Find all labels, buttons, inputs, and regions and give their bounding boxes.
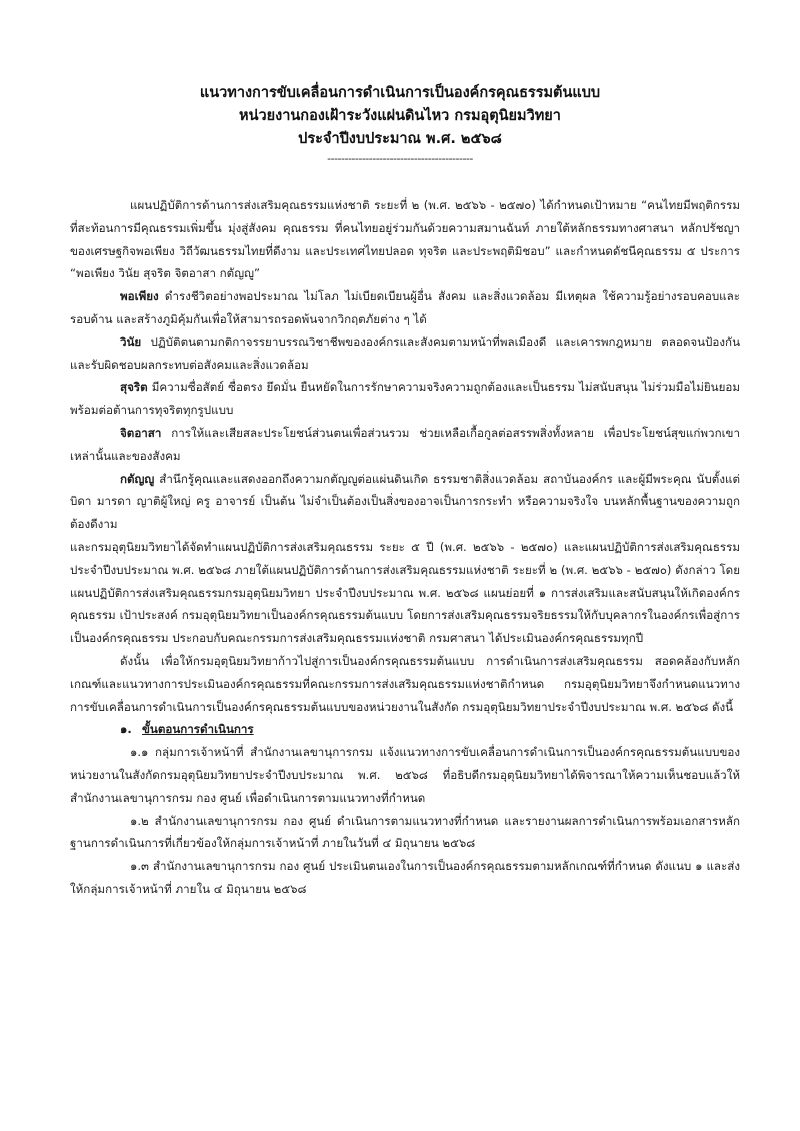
- document-body: [70, 194, 740, 901]
- title-divider: ------------------------------------------: [327, 152, 473, 165]
- virtue-paragraph: [70, 422, 740, 468]
- title-line-3: ประจำปีงบประมาณ พ.ศ. ๒๕๖๘: [298, 131, 502, 147]
- virtue-term: พอเพียง: [120, 289, 159, 304]
- virtue-description: มีความซื่อสัตย์ ซื่อตรง ยึดมั่น ยืนหยัดในการรักษาความจริงความถูกต้องและเป็นธรรม ไม่สนับสนุน ไม่ร่วมมือไม่ยินยอมพร้อมต่อต้านการทุจริตทุกรูปแบบ: [70, 380, 740, 418]
- section-heading: [70, 718, 740, 741]
- title-line-2: หน่วยงานกองเฝ้าระวังแผ่นดินไหว กรมอุตุนิยมวิทยา: [239, 108, 561, 124]
- virtue-description: ดำรงชีวิตอย่างพอประมาณ ไม่โลภ ไม่เบียดเบียนผู้อื่น สังคม และสิ่งแวดล้อม มีเหตุผล ใช้ความรู้อย่างรอบคอบและรอบด้าน และสร้างภูมิคุ้มกันเพื่อให้สามารถรอดพ้นจากวิกฤตภัยต่าง ๆ ได้: [70, 289, 740, 326]
- virtue-term: จิตอาสา: [120, 425, 162, 440]
- virtue-description: การให้และเสียสละประโยชน์ส่วนตนเพื่อส่วนรวม ช่วยเหลือเกื้อกูลต่อสรรพสิ่งทั้งหลาย เพื่อประโยชน์สุขแก่พวกเขาเหล่านั้นและของสังคม: [70, 425, 740, 463]
- document-header: [0, 82, 800, 167]
- section-number: ๑.: [120, 722, 132, 737]
- virtue-term: สุจริต: [120, 380, 148, 395]
- virtue-description: ปฏิบัติตนตามกติกาจรรยาบรรณวิชาชีพขององค์กรและสังคมตามหน้าที่พลเมืองดี และเคารพกฎหมาย ตลอดจนป้องกัน และรับผิดชอบผลกระทบต่อสังคมและสิ่งแวดล้อม: [70, 334, 740, 372]
- step-item: ๑.๒ สำนักงานเลขานุการกรม กอง ศูนย์ ดำเนินการตามแนวทางที่กำหนด และรายงานผลการดำเนินการพร้อมเอกสารหลักฐานการดำเนินการที่เกี่ยวข้องให้กลุ่มการเจ้าหน้าที่ ภายในวันที่ ๔ มิถุนายน ๒๕๖๘: [70, 813, 740, 851]
- title-line-1: แนวทางการขับเคลื่อนการดำเนินการเป็นองค์กรคุณธรรมต้นแบบ: [199, 85, 601, 101]
- virtue-paragraph: [70, 376, 740, 422]
- department-plan-paragraph: และกรมอุตุนิยมวิทยาได้จัดทำแผนปฏิบัติการส่งเสริมคุณธรรม ระยะ ๕ ปี (พ.ศ. ๒๕๖๖ - ๒๕๗๐) และแผนปฏิบัติการส่งเสริมคุณธรรม ประจำปีงบประมาณ พ.ศ. ๒๕๖๘ ภายใต้แผนปฏิบัติการด้านการส่งเสริมคุณธรรมแห่งชาติ ระยะที่ ๒ (พ.ศ. ๒๕๖๖ - ๒๕๗๐) ดังกล่าว โดยแผนปฏิบัติการส่งเสริมคุณธรรมกรมอุตุนิยมวิทยา ประจำปีงบประมาณ พ.ศ. ๒๕๖๘ แผนย่อยที่ ๑ การส่งเสริมและสนับสนุนให้เกิดองค์กรคุณธรรม เป้าประสงค์ กรมอุตุนิยมวิทยาเป็นองค์กรคุณธรรมต้นแบบ โดยการส่งเสริมคุณธรรมจริยธรรมให้กับบุคลากรในองค์กรเพื่อสู่การเป็นองค์กรคุณธรรม ประกอบกับคณะกรรมการส่งเสริมคุณธรรมแห่งชาติ กรมศาสนา ได้ประเมินองค์กรคุณธรรมทุกปี: [70, 539, 740, 646]
- virtue-description: สำนึกรู้คุณและแสดงออกถึงความกตัญญูต่อแผ่นดินเกิด ธรรมชาติสิ่งแวดล้อม สถาบันองค์กร และผู้มีพระคุณ นับตั้งแต่ บิดา มารดา ญาติผู้ใหญ่ ครู อาจารย์ เป็นต้น ไม่จำเป็นต้องเป็นสิ่งของอาจเป็นการกระทำ หรือความจริงใจ บนหลักพื้นฐานของความถูกต้องดีงาม: [70, 471, 740, 532]
- intro-paragraph: แผนปฏิบัติการด้านการส่งเสริมคุณธรรมแห่งชาติ ระยะที่ ๒ (พ.ศ. ๒๕๖๖ - ๒๕๗๐) ได้กำหนดเป้าหมาย “คนไทยมีพฤติกรรมที่สะท้อนการมีคุณธรรมเพิ่มขึ้น มุ่งสู่สังคม คุณธรรม ที่คนไทยอยู่ร่วมกันด้วยความสมานฉันท์ ภายใต้หลักธรรมทางศาสนา หลักปรัชญาของเศรษฐกิจพอเพียง วิถีวัฒนธรรมไทยที่ดีงาม และประเทศไทยปลอด ทุจริต และประพฤติมิชอบ” และกำหนดดัชนีคุณธรรม ๕ ประการ “พอเพียง วินัย สุจริต จิตอาสา กตัญญู”: [70, 198, 740, 281]
- virtue-paragraph: [70, 331, 740, 377]
- virtue-term: วินัย: [120, 334, 142, 349]
- therefore-paragraph: ดังนั้น เพื่อให้กรมอุตุนิยมวิทยาก้าวไปสู่การเป็นองค์กรคุณธรรมต้นแบบ การดำเนินการส่งเสริมคุณธรรม สอดคล้องกับหลักเกณฑ์และแนวทางการประเมินองค์กรคุณธรรมที่คณะกรรมการส่งเสริมคุณธรรมแห่งชาติกำหนด กรมอุตุนิยมวิทยาจึงกำหนดแนวทางการขับเคลื่อนการดำเนินการเป็นองค์กรคุณธรรมต้นแบบของหน่วยงานในสังกัด กรมอุตุนิยมวิทยาประจำปีงบประมาณ พ.ศ. ๒๕๖๘ ดังนี้: [70, 653, 740, 714]
- step-item: ๑.๑ กลุ่มการเจ้าหน้าที่ สำนักงานเลขานุการกรม แจ้งแนวทางการขับเคลื่อนการดำเนินการเป็นองค์กรคุณธรรมต้นแบบของหน่วยงานในสังกัดกรมอุตุนิยมวิทยาประจำปีงบประมาณ พ.ศ. ๒๕๖๘ ที่อธิบดีกรมอุตุนิยมวิทยาได้พิจารณาให้ความเห็นชอบแล้วให้สำนักงานเลขานุการกรม กอง ศูนย์ เพื่อดำเนินการตามแนวทางที่กำหนด: [70, 745, 740, 805]
- virtue-term: กตัญญู: [120, 471, 155, 486]
- virtue-paragraph: [70, 285, 740, 331]
- step-item: ๑.๓ สำนักงานเลขานุการกรม กอง ศูนย์ ประเมินตนเองในการเป็นองค์กรคุณธรรมตามหลักเกณฑ์ที่กำหนด ดังแนบ ๑ และส่งให้กลุ่มการเจ้าหน้าที่ ภายใน ๔ มิถุนายน ๒๕๖๘: [70, 859, 740, 896]
- virtue-paragraph: [70, 468, 740, 536]
- section-label: ขั้นตอนการดำเนินการ: [142, 722, 254, 737]
